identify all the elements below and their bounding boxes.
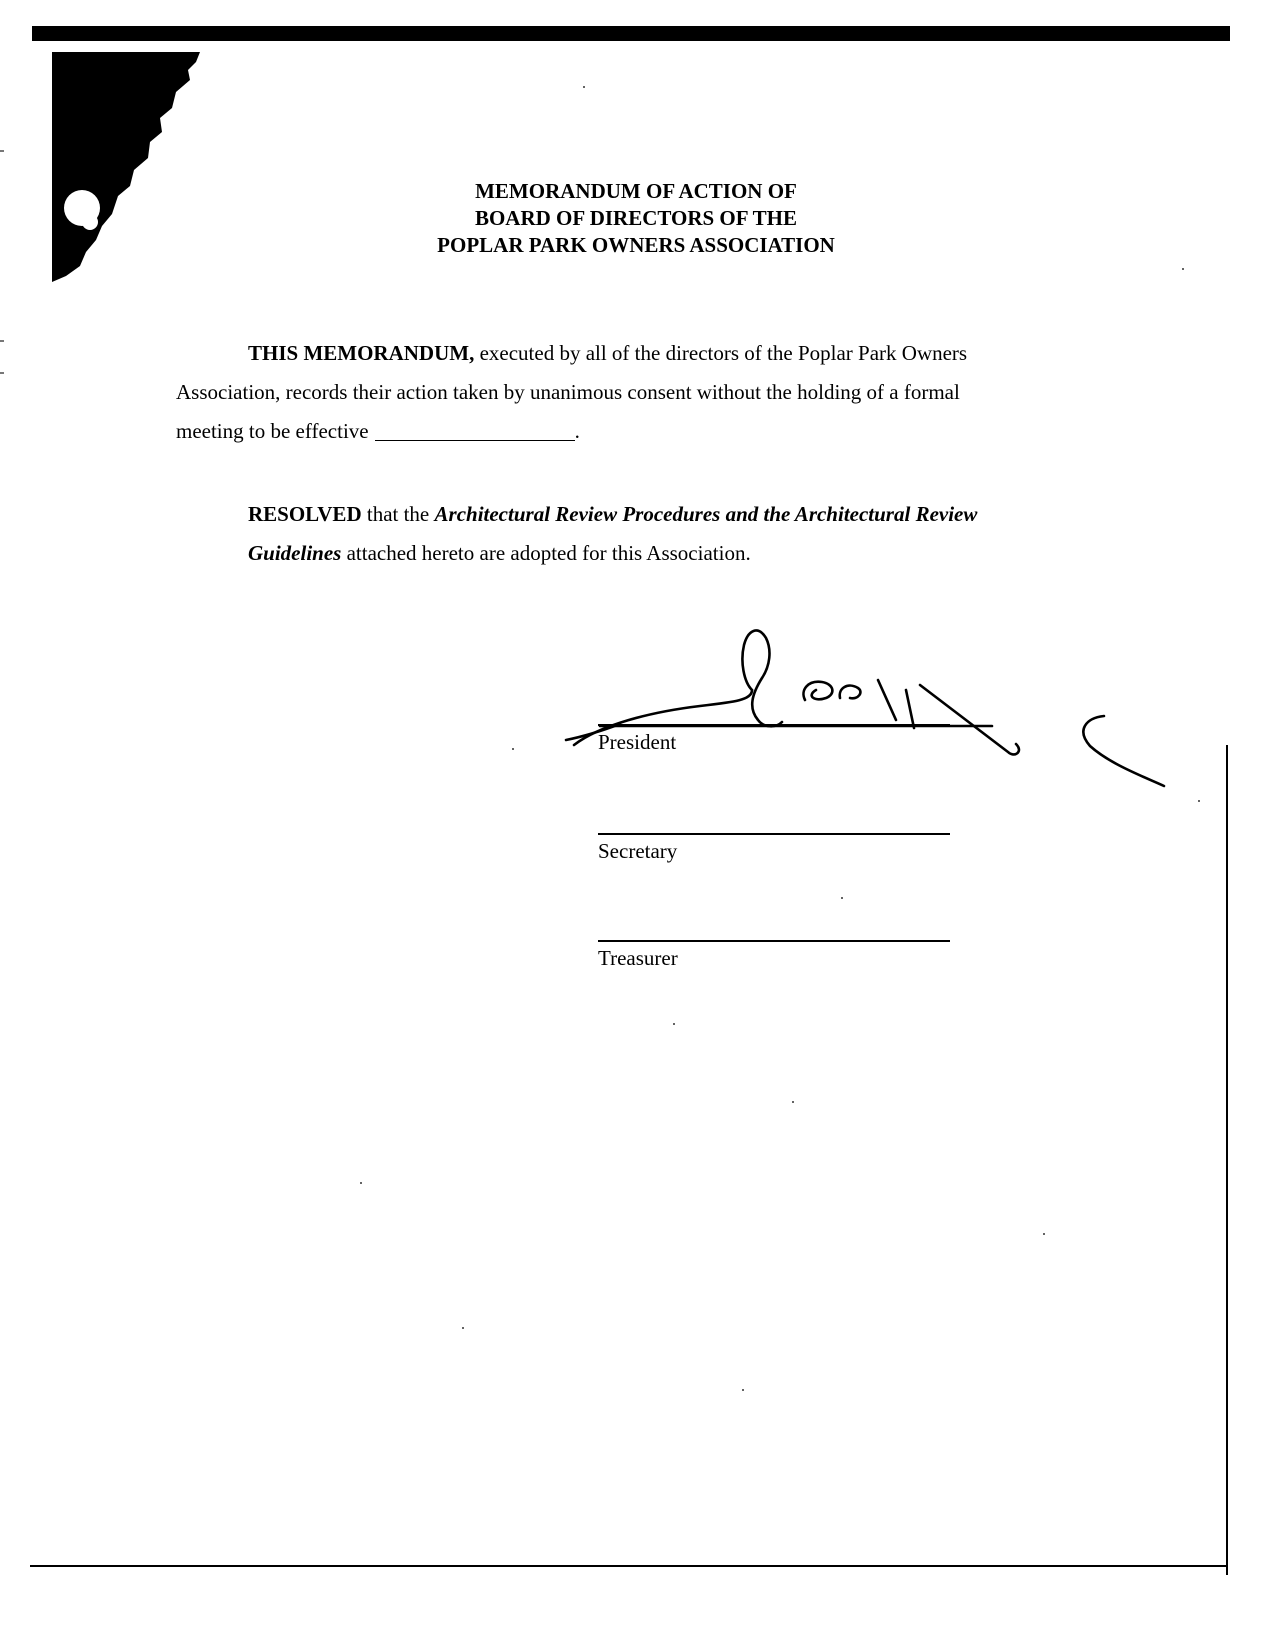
resolution-paragraph — [248, 495, 977, 573]
president-label: President — [598, 730, 677, 754]
margin-tick — [0, 372, 4, 374]
scan-speck — [462, 1327, 464, 1329]
scan-border-top — [32, 26, 1230, 41]
memo-lead-text: THIS MEMORANDUM, — [248, 341, 475, 365]
scan-speck — [673, 1023, 675, 1025]
title-line-1: MEMORANDUM OF ACTION OF — [475, 179, 797, 203]
treasurer-signature-line — [598, 940, 950, 942]
memo-line-3-text: meeting to be effective — [176, 419, 369, 443]
scan-speck — [512, 748, 514, 750]
resolution-line-1-italic: Architectural Review Procedures and the Architectural Review — [434, 502, 978, 526]
memo-line-1 — [176, 334, 967, 373]
memo-line-3-end: . — [574, 419, 580, 443]
scan-speck — [1043, 1233, 1045, 1235]
scan-speck — [1198, 800, 1200, 802]
memo-line-2: Association, records their action taken by unanimous consent without the holding of a formal — [176, 380, 960, 404]
margin-tick — [0, 150, 4, 152]
scan-speck — [583, 86, 585, 88]
title-line-3: POPLAR PARK OWNERS ASSOCIATION — [437, 233, 835, 257]
title-line-2: BOARD OF DIRECTORS OF THE — [474, 206, 798, 230]
scan-speck — [360, 1182, 362, 1184]
treasurer-label: Treasurer — [598, 946, 678, 970]
resolution-line-1 — [248, 495, 977, 534]
memo-line-1-text: executed by all of the directors of the Poplar Park Owners — [474, 341, 968, 365]
resolution-line-2-italic: Guidelines — [248, 541, 342, 565]
secretary-signature-block — [598, 833, 950, 864]
scan-speck — [841, 897, 843, 899]
president-signature-line — [598, 724, 950, 726]
president-signature-block — [598, 724, 950, 755]
secretary-label: Secretary — [598, 839, 678, 863]
scan-border-right — [1226, 745, 1228, 1575]
effective-date-blank — [375, 420, 575, 441]
resolution-line-2-text: attached hereto are adopted for this Association. — [341, 541, 751, 565]
scan-speck — [742, 1389, 744, 1391]
resolution-line-2 — [248, 534, 977, 573]
document-title — [0, 178, 1272, 259]
treasurer-signature-block — [598, 940, 950, 971]
scan-speck — [792, 1101, 794, 1103]
margin-tick — [0, 340, 4, 342]
resolved-lead-text: RESOLVED — [248, 502, 362, 526]
resolution-line-1-mid: that the — [361, 502, 435, 526]
scan-border-bottom — [30, 1565, 1228, 1567]
memorandum-paragraph — [176, 334, 967, 451]
memo-line-3 — [176, 412, 967, 451]
secretary-signature-line — [598, 833, 950, 835]
scan-speck — [1182, 268, 1184, 270]
